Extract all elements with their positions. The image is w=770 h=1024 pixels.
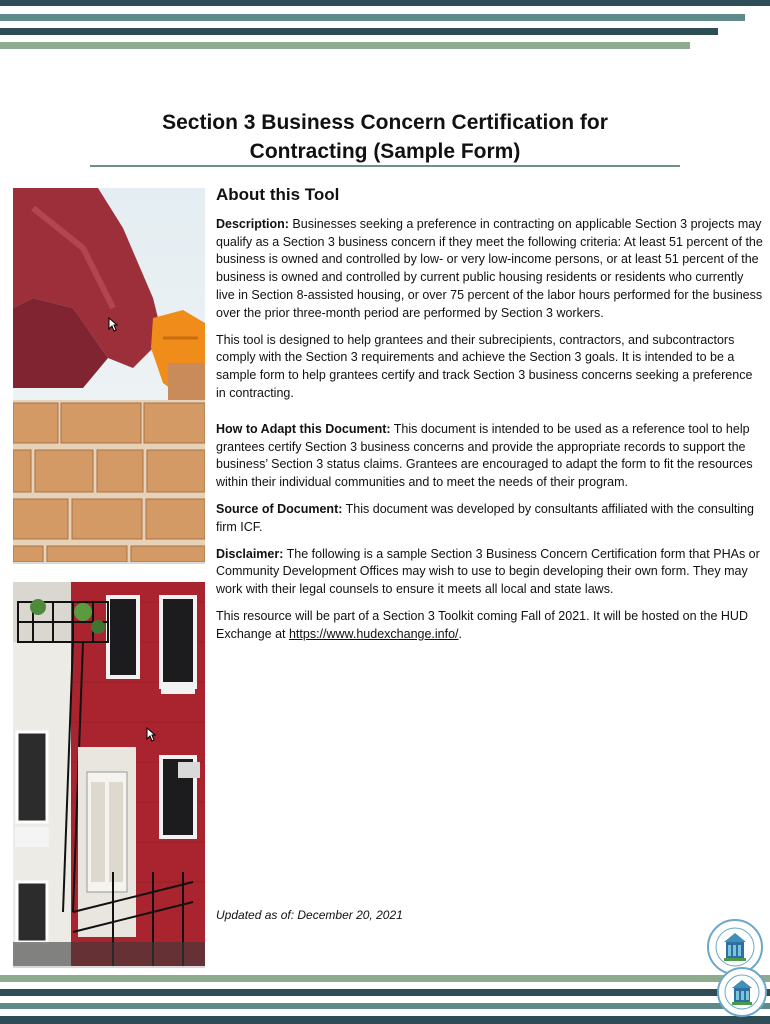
adapt-text: This document is intended to be used as a reference tool to help grantees certify Section 3 business concerns and provide the appropriate records to support the business’ Section 3 status claims. Grantees are encouraged to adapt the form to fit the resources within their individual communities and to meet the needs of their program. <box>216 421 753 490</box>
about-section <box>216 186 764 644</box>
bottom-bar-dark-2 <box>0 1016 770 1024</box>
bottom-bar-green <box>0 975 770 982</box>
brownstone-building-photo <box>13 582 205 968</box>
page-title <box>90 108 680 166</box>
updated-date: Updated as of: December 20, 2021 <box>216 908 403 922</box>
mouse-pointer-icon <box>146 727 156 742</box>
tool-purpose-paragraph: This tool is designed to help grantees and their subrecipients, contractors, and subcontractors comply with the Section 3 requirements and achieve the Section 3 goals. It is intended to be a sample form to help grantees certify and track Section 3 business concerns seeking a preference in contracting. <box>216 332 753 400</box>
about-heading: About this Tool <box>216 185 340 204</box>
title-line-1: Section 3 Business Concern Certification for <box>162 111 608 134</box>
description-paragraph <box>216 216 764 323</box>
resource-text: This resource will be part of a Section 3 Toolkit coming Fall of 2021. It will be hosted on the HUD Exchange at <box>216 608 748 641</box>
disclaimer-text: The following is a sample Section 3 Business Concern Certification form that PHAs or Community Development Offices may wish to use to begin developing their own form. They may work with their legal counsels to ensure it meets all local and state laws. <box>216 546 760 597</box>
adapt-label: How to Adapt this Document: <box>216 421 391 436</box>
top-bar-dark-2 <box>0 28 718 35</box>
title-line-2: Contracting (Sample Form) <box>249 140 521 163</box>
bricklayer-photo <box>13 188 205 564</box>
hud-seal-icon <box>716 966 768 1018</box>
top-bar-green <box>0 42 690 49</box>
top-bar-teal <box>0 14 745 21</box>
description-label: Description: <box>216 216 289 231</box>
disclaimer-paragraph <box>216 546 764 599</box>
bottom-bar-teal <box>0 1003 770 1009</box>
adapt-paragraph <box>216 421 764 492</box>
source-label: Source of Document: <box>216 501 343 516</box>
title-underline <box>90 165 680 167</box>
hud-exchange-link[interactable]: https://www.hudexchange.info/ <box>288 626 459 641</box>
disclaimer-label: Disclaimer: <box>216 546 284 561</box>
resource-end: . <box>458 626 463 641</box>
source-paragraph <box>216 501 764 537</box>
bottom-bar-dark <box>0 989 770 996</box>
description-text: Businesses seeking a preference in contracting on applicable Section 3 projects may qualify as a Section 3 business concern if they meet the following criteria: At least 51 percent of the business is owned and controlled by low- or very low-income persons, or at least 51 percent of the business is owned and controlled by current public housing residents or residents who currently live in Section 8-assisted housing, or over 75 percent of the labor hours performed for the business over the prior three-month period are performed by Section 3 workers. <box>216 216 763 320</box>
source-text: This document was developed by consultants affiliated with the consulting firm ICF. <box>216 501 754 534</box>
mouse-pointer-icon <box>108 317 118 332</box>
top-bar-dark <box>0 0 770 6</box>
resource-paragraph <box>216 608 764 644</box>
